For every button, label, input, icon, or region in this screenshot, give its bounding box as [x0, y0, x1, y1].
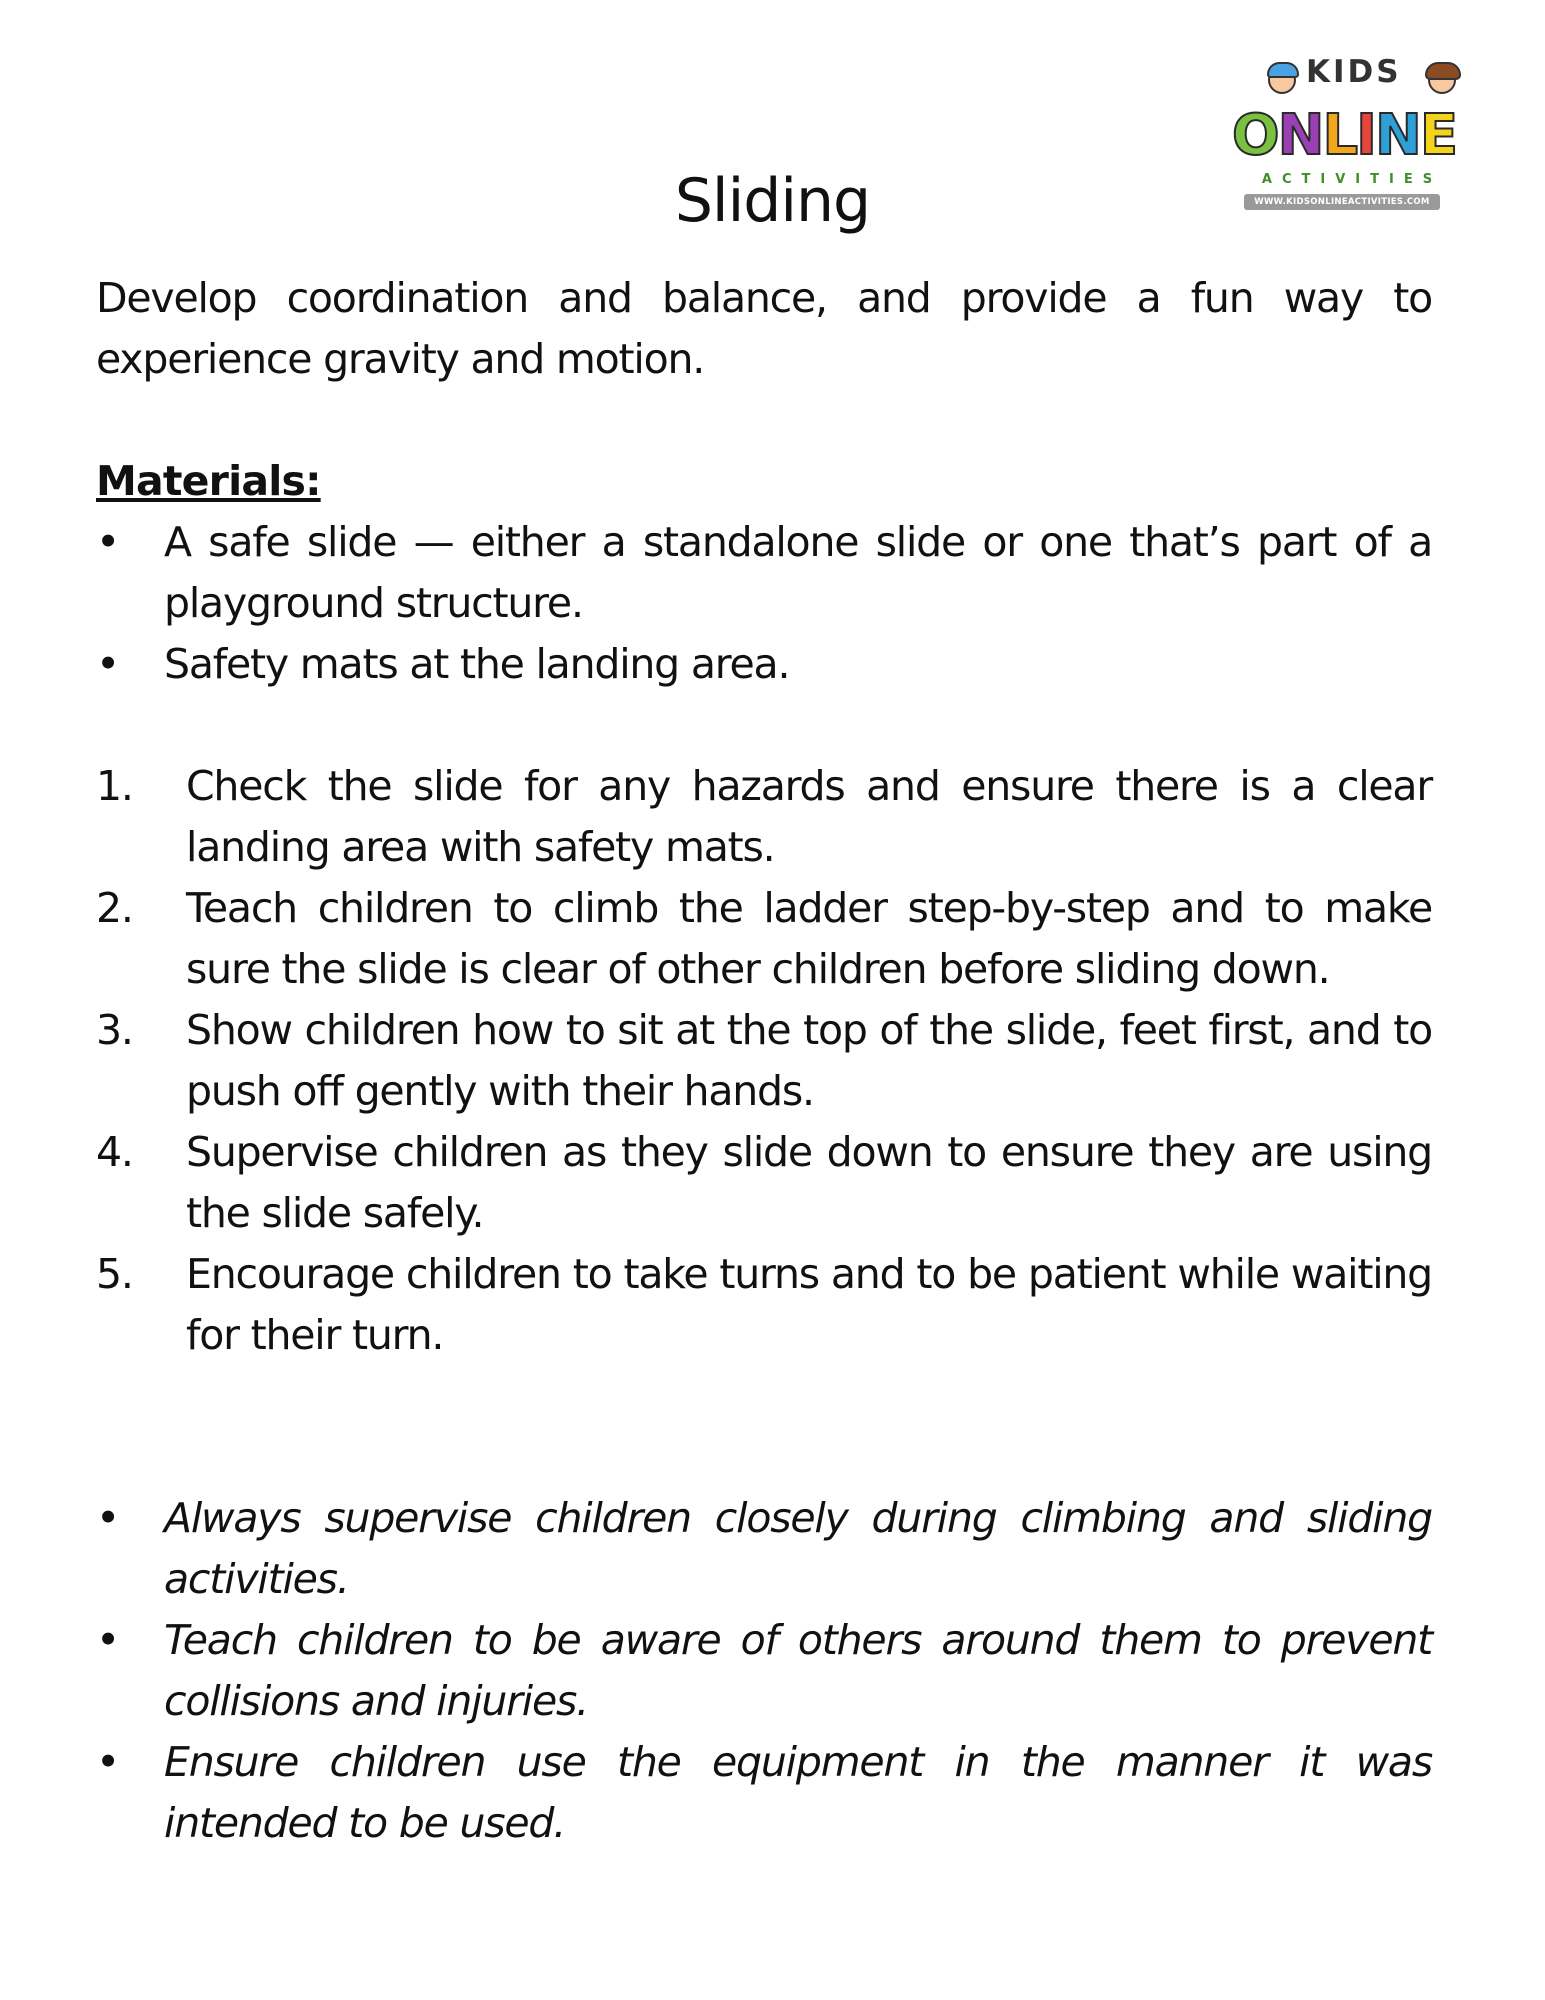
logo-online-text — [1232, 104, 1472, 168]
safety-note-text: Ensure children use the equipment in the manner it was intended to be used. — [164, 1738, 1432, 1847]
logo-online-letter: O — [1232, 103, 1280, 168]
logo-online-letter: N — [1277, 103, 1325, 168]
step-item — [96, 756, 1432, 878]
step-item — [96, 1000, 1432, 1122]
materials-item-text: Safety mats at the landing area. — [164, 640, 790, 688]
step-number: 5. — [96, 1250, 133, 1298]
logo-online-letter: I — [1356, 103, 1378, 168]
materials-item — [96, 634, 1432, 695]
safety-note — [96, 1610, 1432, 1732]
safety-notes-list — [96, 1488, 1432, 1854]
logo-online-letter: N — [1375, 103, 1422, 168]
step-number: 3. — [96, 1006, 133, 1054]
bullet-marker: • — [96, 1738, 119, 1786]
logo-online-letter: L — [1322, 103, 1359, 168]
step-text: Supervise children as they slide down to ensure they are using the slide safely. — [186, 1128, 1432, 1237]
safety-note-text: Always supervise children closely during climbing and sliding activities. — [164, 1494, 1432, 1603]
materials-heading: Materials: — [96, 457, 321, 505]
bullet-marker: • — [96, 518, 119, 566]
step-number: 4. — [96, 1128, 133, 1176]
page-title: Sliding — [674, 166, 871, 236]
materials-item — [96, 512, 1432, 634]
worksheet-body — [96, 268, 1432, 1854]
step-text: Teach children to climb the ladder step-by-step and to make sure the slide is clear of other children before sliding down. — [186, 884, 1432, 993]
logo-activities-text: ACTIVITIES — [1261, 172, 1443, 187]
logo-kids-row — [1266, 52, 1456, 102]
logo-kids-text: KIDS — [1306, 54, 1402, 90]
step-text: Show children how to sit at the top of the slide, feet first, and to push off gently with their hands. — [186, 1006, 1432, 1115]
step-item — [96, 878, 1432, 1000]
safety-note-text: Teach children to be aware of others around them to prevent collisions and injuries. — [164, 1616, 1432, 1725]
steps-list — [96, 756, 1432, 1366]
intro-paragraph: Develop coordination and balance, and provide a fun way to experience gravity and motion. — [96, 274, 1432, 383]
step-item — [96, 1122, 1432, 1244]
safety-note — [96, 1488, 1432, 1610]
step-text: Encourage children to take turns and to be patient while waiting for their turn. — [186, 1250, 1432, 1359]
bullet-marker: • — [96, 1616, 119, 1664]
step-item — [96, 1244, 1432, 1366]
step-text: Check the slide for any hazards and ensure there is a clear landing area with safety mats. — [186, 762, 1432, 871]
materials-list — [96, 512, 1432, 695]
step-number: 2. — [96, 884, 133, 932]
safety-note — [96, 1732, 1432, 1854]
step-number: 1. — [96, 762, 133, 810]
logo-url: WWW.KIDSONLINEACTIVITIES.COM — [1244, 194, 1440, 210]
girl-face-icon — [1428, 66, 1456, 94]
bullet-marker: • — [96, 1494, 119, 1542]
boy-face-icon — [1268, 66, 1296, 94]
logo-online-letter: E — [1419, 103, 1459, 168]
materials-item-text: A safe slide — either a standalone slide or one that’s part of a playground structure. — [164, 518, 1432, 627]
bullet-marker: • — [96, 640, 119, 688]
